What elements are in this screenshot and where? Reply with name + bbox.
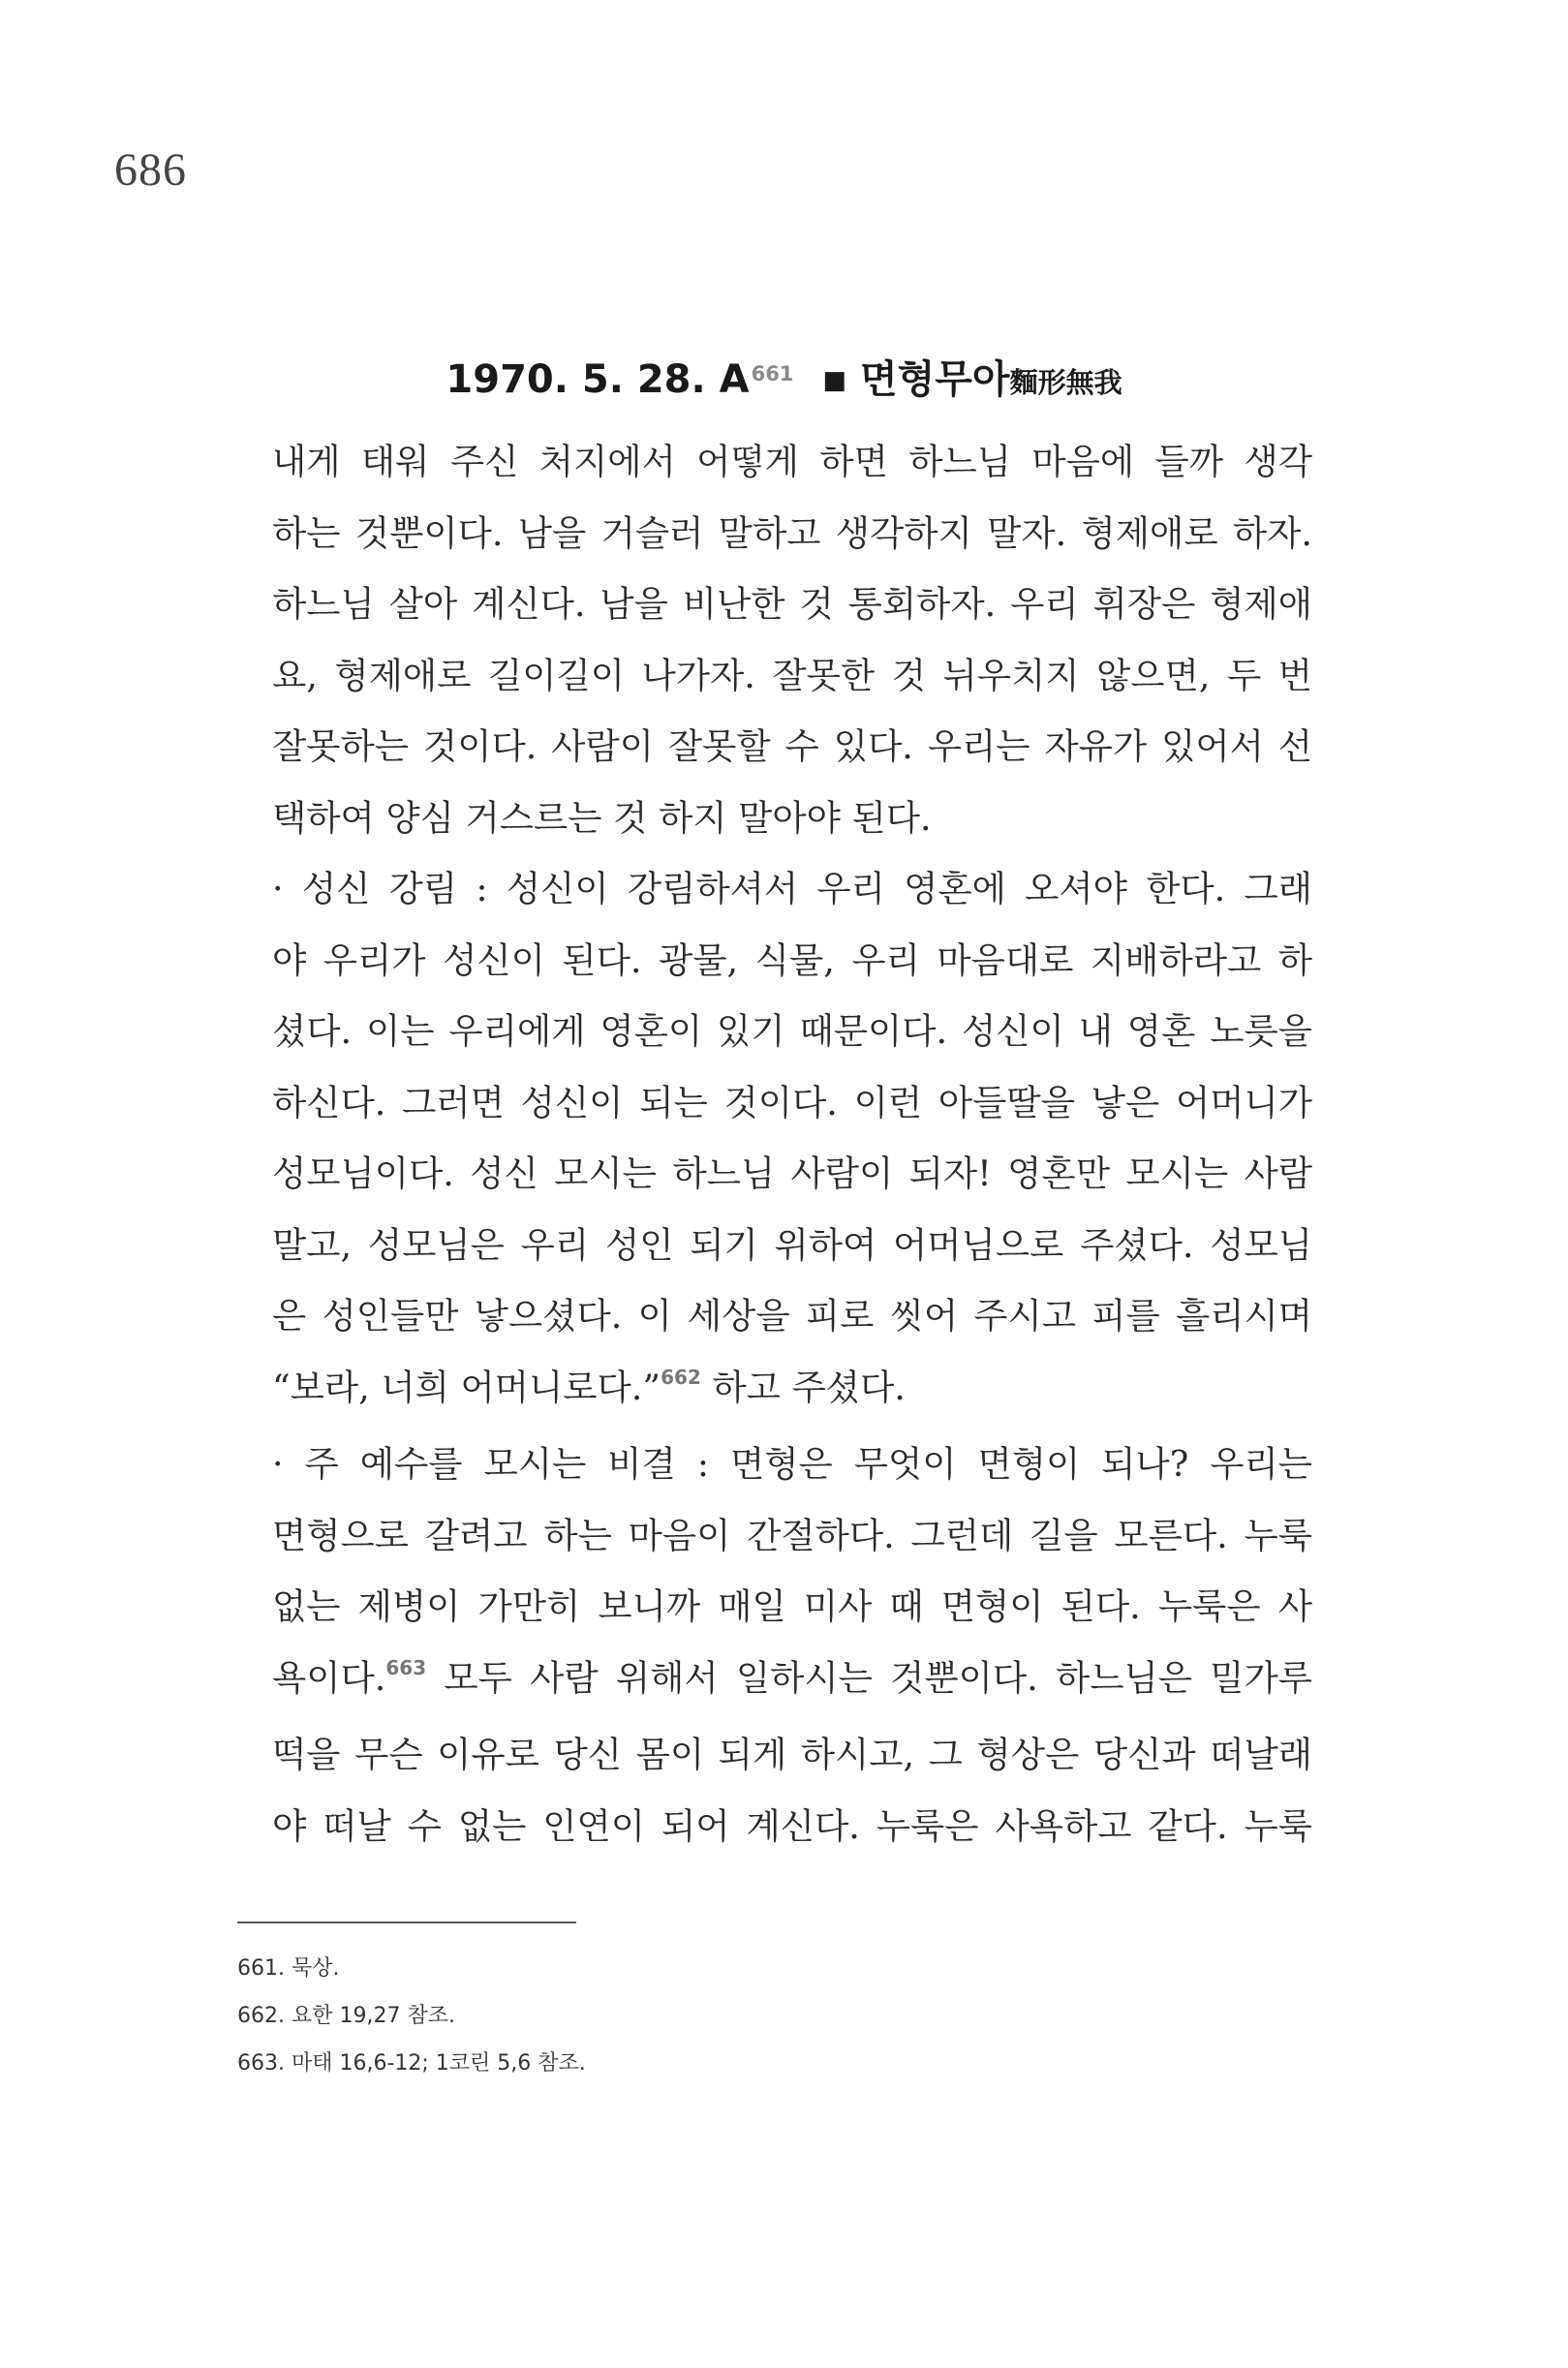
quote-text: “보라, 너희 어머니로다.”	[272, 1366, 661, 1408]
text-line: 성모님이다. 성신 모시는 하느님 사람이 되자! 영혼만 모시는 사람	[272, 1153, 1312, 1194]
text-line: 면형으로 갈려고 하는 마음이 간절하다. 그런데 길을 모른다. 누룩	[272, 1514, 1312, 1556]
heading-hanja: 麵形無我	[1009, 366, 1122, 399]
text-line: 은 성인들만 낳으셨다. 이 세상을 피로 씻어 주시고 피를 흘리시며	[272, 1295, 1312, 1337]
page-number: 686	[114, 144, 187, 196]
footnote-ref-661[interactable]: 661	[751, 362, 794, 385]
footnote-ref-663[interactable]: 663	[385, 1655, 427, 1679]
footnote-663: 663. 마태 16,6-12; 1코린 5,6 참조.	[237, 2051, 586, 2076]
text-line: 하신다. 그러면 성신이 되는 것이다. 이런 아들딸을 낳은 어머니가	[272, 1081, 1312, 1123]
text-line: 하는 것뿐이다. 남을 거슬러 말하고 생각하지 말자. 형제애로 하자.	[272, 511, 1312, 554]
text-fragment: 욕이다.	[272, 1656, 386, 1699]
footnote-661: 661. 묵상.	[237, 1956, 340, 1981]
text-line	[237, 1643, 1312, 1720]
heading-date: 1970. 5. 28. A	[446, 357, 750, 402]
body-text	[237, 426, 1312, 1861]
text-line: 야 우리가 성신이 된다. 광물, 식물, 우리 마음대로 지배하라고 하	[272, 938, 1312, 981]
text-line: 떡을 무슨 이유로 당신 몸이 되게 하시고, 그 형상은 당신과 떠날래	[272, 1734, 1312, 1775]
heading-title: 면형무아	[860, 357, 1010, 402]
section-heading	[0, 349, 1568, 404]
text-line: 택하여 양심 거스르는 것 하지 말아야 된다.	[272, 796, 932, 839]
text-line: 없는 제병이 가만히 보니까 매일 미사 때 면형이 된다. 누룩은 사	[272, 1585, 1312, 1627]
text-line: 내게 태워 주신 처지에서 어떻게 하면 하느님 마음에 들까 생각	[272, 441, 1312, 482]
footnote-662: 662. 요한 19,27 참조.	[237, 2004, 455, 2028]
footnotes	[237, 1953, 586, 2095]
text-line: 잘못하는 것이다. 사람이 잘못할 수 있다. 우리는 자유가 있어서 선	[272, 725, 1312, 767]
text-line: 말고, 성모님은 우리 성인 되기 위하여 어머님으로 주셨다. 성모님	[272, 1223, 1312, 1266]
text-line: 야 떠날 수 없는 인연이 되어 계신다. 누룩은 사욕하고 같다. 누룩	[272, 1804, 1312, 1847]
text-line: · 성신 강림 : 성신이 강림하셔서 우리 영혼에 오셔야 한다. 그래	[272, 868, 1312, 909]
square-bullet-icon: ■	[822, 366, 846, 395]
text-line: 요, 형제애로 길이길이 나가자. 잘못한 것 뉘우치지 않으면, 두 번	[272, 654, 1312, 696]
paragraph-2	[237, 853, 1312, 1429]
footnote-divider	[237, 1922, 576, 1923]
text-line	[237, 1352, 1312, 1430]
paragraph-1	[237, 426, 1312, 853]
footnote-ref-662[interactable]: 662	[661, 1365, 701, 1389]
text-line: · 주 예수를 모시는 비결 : 면형은 무엇이 면형이 되나? 우리는	[272, 1443, 1312, 1485]
text-line: 셨다. 이는 우리에게 영혼이 있기 때문이다. 성신이 내 영혼 노릇을	[272, 1010, 1312, 1052]
text-fragment: 하고 주셨다.	[700, 1366, 906, 1408]
text-line: 하느님 살아 계신다. 남을 비난한 것 통회하자. 우리 휘장은 형제애	[272, 583, 1312, 625]
paragraph-3	[237, 1429, 1312, 1861]
text-fragment: 모두 사람 위해서 일하시는 것뿐이다. 하느님은 밀가루	[426, 1656, 1312, 1699]
